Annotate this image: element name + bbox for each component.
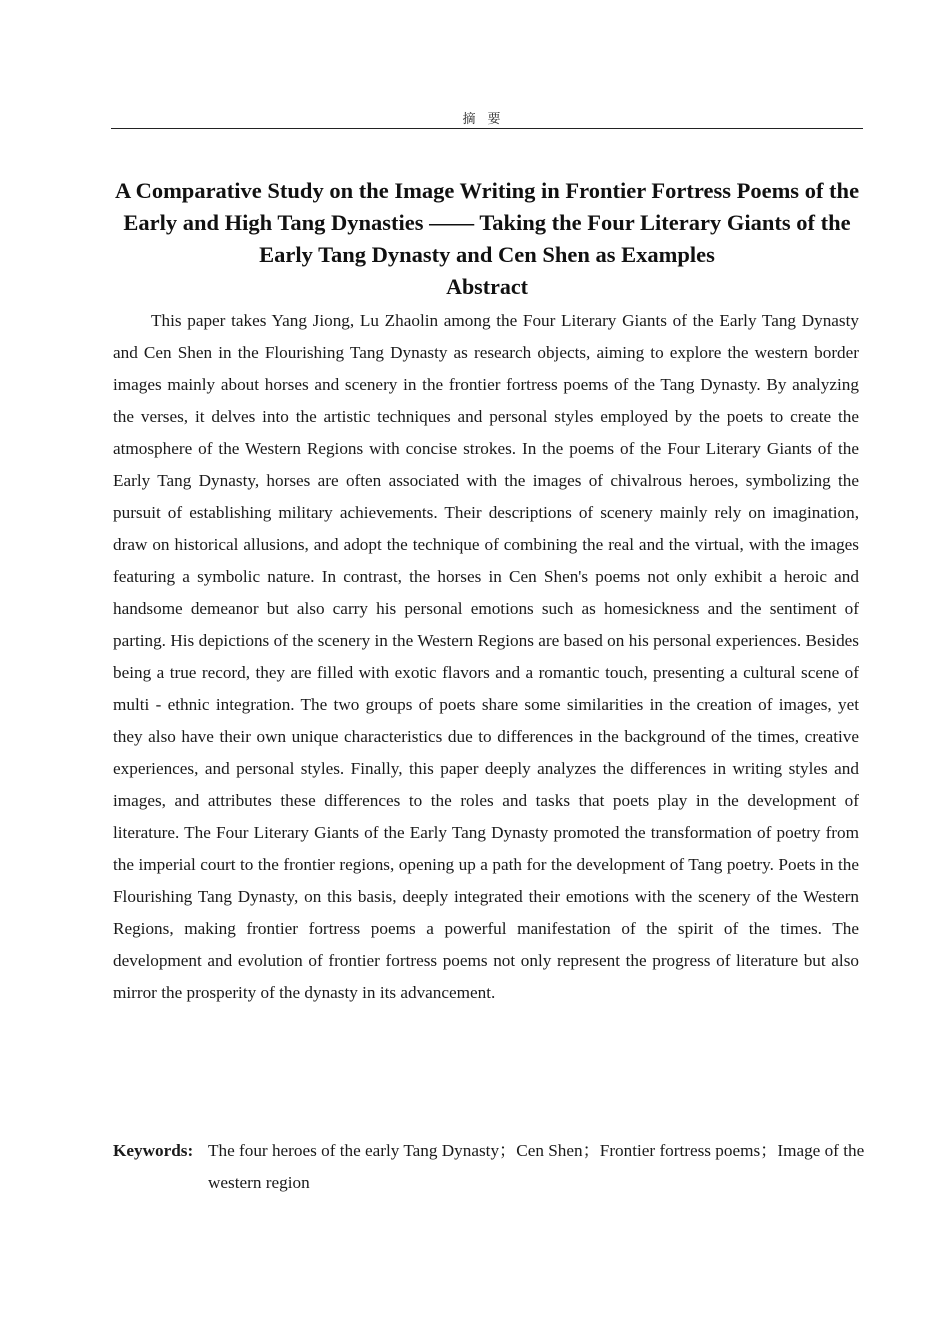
keywords-section [113,1135,883,1199]
paper-title: A Comparative Study on the Image Writing in Frontier Fortress Poems of the Early and High Tang Dynasties —— Taking the Four Literary Giants of the Early Tang Dynasty and Cen Shen as Examples [114,178,860,267]
keywords-label: Keywords: [113,1141,194,1160]
running-header: 摘要 [462,112,513,127]
keywords-text: The four heroes of the early Tang Dynasty；Cen Shen；Frontier fortress poems；Image of the western region [208,1141,865,1192]
header-rule [111,128,863,129]
abstract-body: This paper takes Yang Jiong, Lu Zhaolin among the Four Literary Giants of the Early Tang Dynasty and Cen Shen in the Flourishing Tang Dynasty as research objects, aiming to explore the western border images mainly about horses and scenery in the frontier fortress poems of the Tang Dynasty. By analyzing the verses, it delves into the artistic techniques and personal styles employed by the poets to create the atmosphere of the Western Regions with concise strokes. In the poems of the Four Literary Giants of the Early Tang Dynasty, horses are often associated with the images of chivalrous heroes, symbolizing the pursuit of establishing military achievements. Their descriptions of scenery mainly rely on imagination, draw on historical allusions, and adopt the technique of combining the real and the virtual, with the images featuring a symbolic nature. In contrast, the horses in Cen Shen's poems not only exhibit a heroic and handsome demeanor but also carry his personal emotions such as homesickness and the sentiment of parting. His depictions of the scenery in the Western Regions are based on his personal experiences. Besides being a true record, they are filled with exotic flavors and a romantic touch, presenting a cultural scene of multi - ethnic integration. The two groups of poets share some similarities in the creation of images, yet they also have their own unique characteristics due to differences in the background of the times, creative experiences, and personal styles. Finally, this paper deeply analyzes the differences in writing styles and images, and attributes these differences to the roles and tasks that poets play in the development of literature. The Four Literary Giants of the Early Tang Dynasty promoted the transformation of poetry from the imperial court to the frontier regions, opening up a path for the development of Tang poetry. Poets in the Flourishing Tang Dynasty, on this basis, deeply integrated their emotions with the scenery of the Western Regions, making frontier fortress poems a powerful manifestation of the spirit of the times. The development and evolution of frontier fortress poems not only represent the progress of literature but also mirror the prosperity of the dynasty in its advancement. [113,311,859,1002]
abstract-heading: Abstract [446,274,528,299]
